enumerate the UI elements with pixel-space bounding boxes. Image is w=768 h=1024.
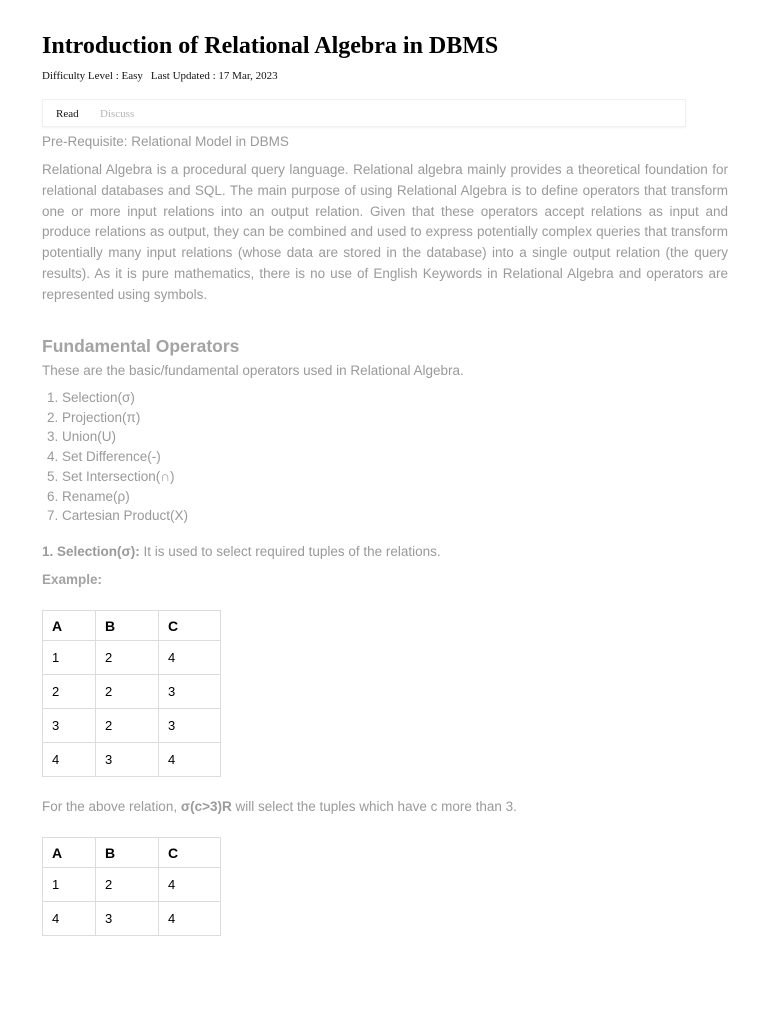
table-cell: 2	[96, 675, 159, 709]
prerequisite-text: Pre-Requisite: Relational Model in DBMS	[42, 134, 289, 149]
selection-title: 1. Selection(σ):	[42, 544, 140, 559]
table-row	[43, 743, 221, 777]
section-description: These are the basic/fundamental operators used in Relational Algebra.	[42, 363, 464, 378]
table-header-cell: C	[159, 838, 221, 868]
table-header-cell: A	[43, 838, 96, 868]
table-header-cell: C	[159, 611, 221, 641]
table-row	[43, 675, 221, 709]
table-row	[43, 868, 221, 902]
intro-paragraph: Relational Algebra is a procedural query language. Relational algebra mainly provides a theoretical foundation for relational databases and SQL. The main purpose of using Relational Algebra is to define operators that transform one or more input relations into an output relation. Given that these operators accept relations as input and produce relations as output, they can be combined and used to express potentially complex queries that transform potentially many input relations (whose data are stored in the database) into a single output relation (the query results). As it is pure mathematics, there is no use of English Keywords in Relational Algebra and operators are represented using symbols.	[42, 162, 728, 302]
table-cell: 4	[43, 902, 96, 936]
difficulty-level: Difficulty Level : Easy	[42, 70, 143, 82]
table-header-row	[43, 838, 221, 868]
list-item: 1. Selection(σ)	[47, 390, 135, 405]
last-updated: Last Updated : 17 Mar, 2023	[150, 70, 278, 82]
table-cell: 1	[43, 641, 96, 675]
table-header-cell: B	[96, 611, 159, 641]
table-cell: 4	[43, 743, 96, 777]
table-cell: 4	[159, 743, 221, 777]
article-tabs	[42, 99, 686, 127]
table-cell: 2	[96, 641, 159, 675]
table-cell: 2	[43, 675, 96, 709]
table-row	[43, 709, 221, 743]
tab-discuss[interactable]: Discuss	[100, 108, 135, 120]
example-label: Example:	[42, 572, 103, 587]
table-cell: 3	[96, 902, 159, 936]
list-item: 7. Cartesian Product(X)	[47, 508, 189, 524]
result-description	[42, 799, 517, 814]
list-item: 2. Projection(π)	[47, 409, 141, 425]
tab-read[interactable]: Read	[56, 108, 79, 120]
article-meta	[42, 70, 286, 82]
operator-list	[42, 388, 188, 526]
table-cell: 2	[96, 868, 159, 902]
table-cell: 3	[96, 743, 159, 777]
table-cell: 3	[159, 675, 221, 709]
example-table	[42, 610, 221, 777]
section-heading: Fundamental Operators	[42, 336, 240, 356]
result-table	[42, 837, 221, 936]
table-cell: 4	[159, 641, 221, 675]
table-header-cell: A	[43, 611, 96, 641]
table-header-row	[43, 611, 221, 641]
list-item: 5. Set Intersection(∩)	[47, 468, 175, 484]
table-row	[43, 641, 221, 675]
table-cell: 4	[159, 868, 221, 902]
list-item: 4. Set Difference(-)	[47, 449, 161, 465]
table-row	[43, 902, 221, 936]
result-suffix: will select the tuples which have c more than 3.	[231, 799, 517, 814]
table-cell: 2	[96, 709, 159, 743]
table-cell: 3	[159, 709, 221, 743]
selection-description	[42, 544, 441, 559]
table-header-cell: B	[96, 838, 159, 868]
selection-text: It is used to select required tuples of the relations.	[139, 544, 441, 559]
table-cell: 1	[43, 868, 96, 902]
selection-expression: σ(c>3)R	[180, 799, 232, 814]
table-cell: 4	[159, 902, 221, 936]
result-prefix: For the above relation,	[42, 799, 181, 814]
table-cell: 3	[43, 709, 96, 743]
list-item: 6. Rename(ρ)	[47, 488, 130, 504]
page-title: Introduction of Relational Algebra in DBMS	[42, 33, 499, 59]
list-item: 3. Union(U)	[47, 429, 117, 445]
